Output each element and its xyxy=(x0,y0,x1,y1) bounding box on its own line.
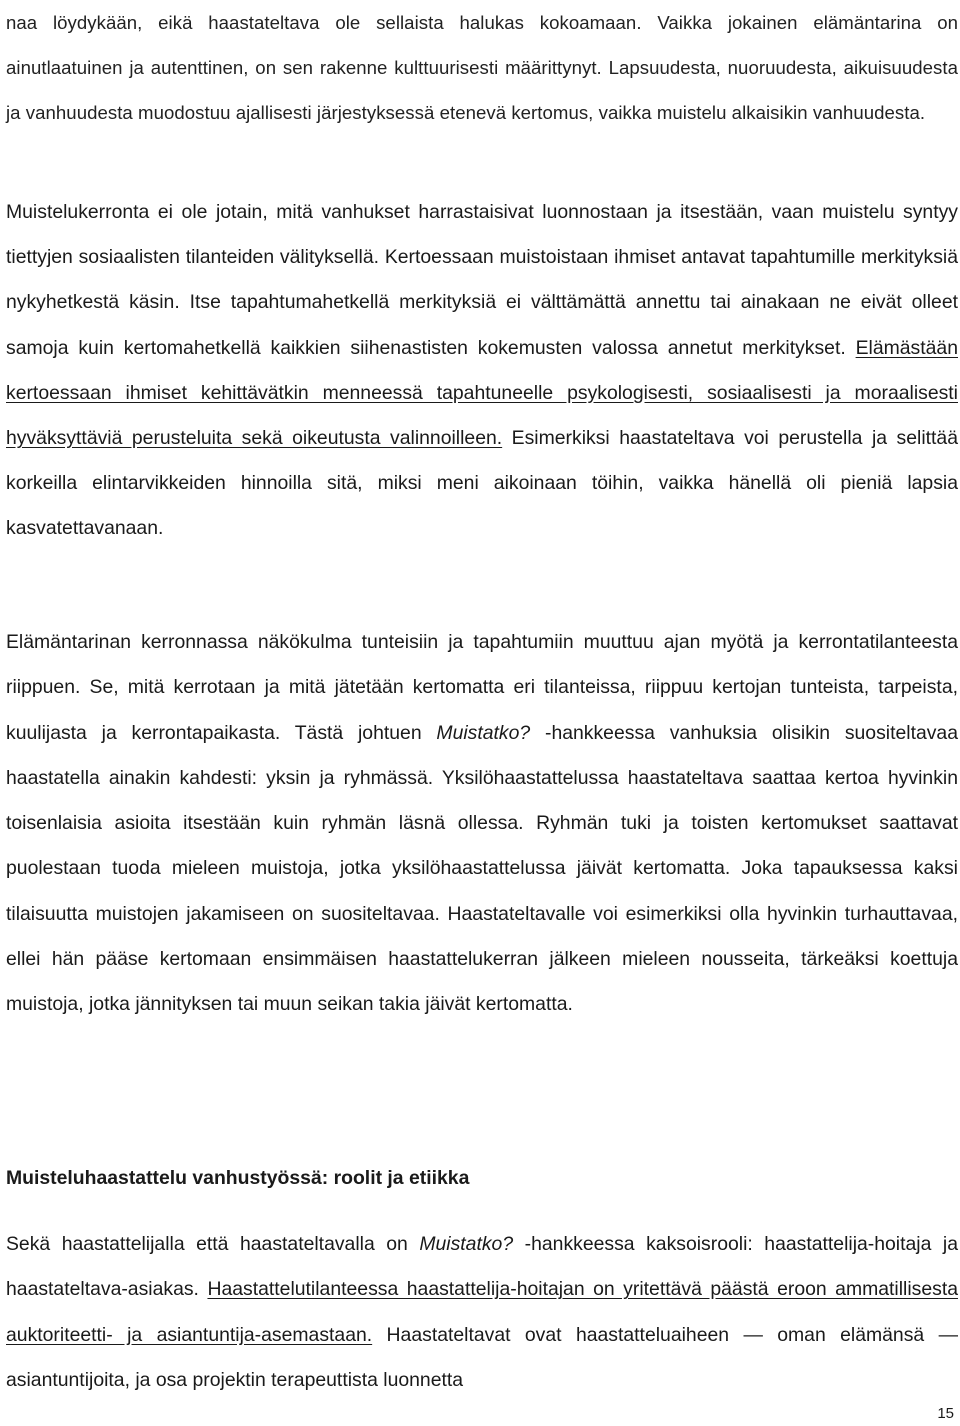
paragraph-1: naa löydykään, eikä haastateltava ole sellaista halukas kokoamaan. Vaikka jokainen elämäntarina on ainutlaatuinen ja autenttinen, on sen rakenne kulttuurisesti määrittynyt. Lapsuudesta, nuoruudesta, aikuisuudesta ja vanhuudesta muodostuu ajallisesti järjestyksessä etenevä kertomus, vaikka muistelu alkaisikin vanhuudesta. xyxy=(6,12,958,123)
paragraph-4-text-b: -hankkeessa kaksoisrooli: haastattelija-hoitaja ja haastateltava-asiakas. xyxy=(6,1233,958,1301)
paragraph-3-italic: Muistatko? xyxy=(436,721,531,744)
paragraph-3-text-a: Elämäntarinan kerronnassa näkökulma tunteisiin ja tapahtumiin muuttuu ajan myötä ja kerrontatilanteesta riippuen. Se, mitä kerrotaan ja mitä jätetään kertomatta eri tilanteissa, riippuu kertojan tunteista, tarpeista, kuulijasta ja kerrontapaikasta. Tästä johtuen xyxy=(6,631,958,744)
paragraph-2-text-a: Muistelukerronta ei ole jotain, mitä vanhukset harrastaisivat luonnostaan ja itsestään, vaan muistelu syntyy tiettyjen sosiaalisten tilanteiden välityksellä. Kertoessaan muistoistaan ihmiset antavat tapahtumille merkityksiä nykyhetkestä käsin. Itse tapahtumahetkellä merkityksiä ei välttämättä annettu tai ainakaan ne eivät olleet samoja kuin kertomahetkellä kaikkien siihenastisten kokemusten valossa annetut merkitykset. xyxy=(6,201,958,359)
paragraph-2 xyxy=(6,190,958,552)
paragraph-4-text-a: Sekä haastattelijalla että haastateltavalla on xyxy=(6,1233,420,1255)
paragraph-2-underlined: Elämästään kertoessaan ihmiset kehittävätkin menneessä tapahtuneelle psykologisesti, sosiaalisesti ja moraalisesti hyväksyttäviä perusteluita sekä oikeutusta valinnoilleen. xyxy=(6,336,958,450)
section-heading: Muisteluhaastattelu vanhustyössä: roolit ja etiikka xyxy=(6,1167,470,1189)
paragraph-4-underlined: Haastattelutilanteessa haastattelija-hoitajan on yritettävä päästä eroon ammatillisesta auktoriteetti- ja asiantuntija-asemastaan. xyxy=(6,1278,959,1346)
paragraph-3-text-b: -hankkeessa vanhuksia olisikin suositeltavaa haastatella ainakin kahdesti: yksin ja ryhmässä. Yksilöhaastattelussa haastateltava saattaa kertoa hyvinkin toisenlaisia asioita itsestään kuin ryhmän läsnä ollessa. Ryhmän tuki ja toisten kertomukset saattavat puolestaan tuoda mieleen muistoja, jotka yksilöhaastattelussa jäivät kertomatta. Joka tapauksessa kaksi tilaisuutta muistojen jakamiseen on suositeltavaa. Haastateltavalle voi esimerkiksi olla hyvinkin turhauttavaa, ellei hän pääse kertomaan ensimmäisen haastattelukerran jälkeen mieleen nousseita, tärkeäksi koettuja muistoja, jotka jännityksen tai muun seikan takia jäivät kertomatta. xyxy=(6,721,958,1016)
page-number: 15 xyxy=(937,1405,954,1422)
paragraph-4-text-c: Haastateltavat ovat haastatteluaiheen — oman elämänsä — asiantuntijoita, ja osa projektin terapeuttista luonnetta xyxy=(6,1323,958,1391)
paragraph-3 xyxy=(6,620,958,1028)
paragraph-2-text-b: Esimerkiksi haastateltava voi perustella ja selittää korkeilla elintarvikkeiden hinnoilla sitä, miksi meni aikoinaan töihin, vaikka hänellä oli pieniä lapsia kasvatettavanaan. xyxy=(6,427,958,540)
paragraph-4-italic: Muistatko? xyxy=(419,1233,514,1255)
paragraph-4 xyxy=(6,1222,958,1403)
